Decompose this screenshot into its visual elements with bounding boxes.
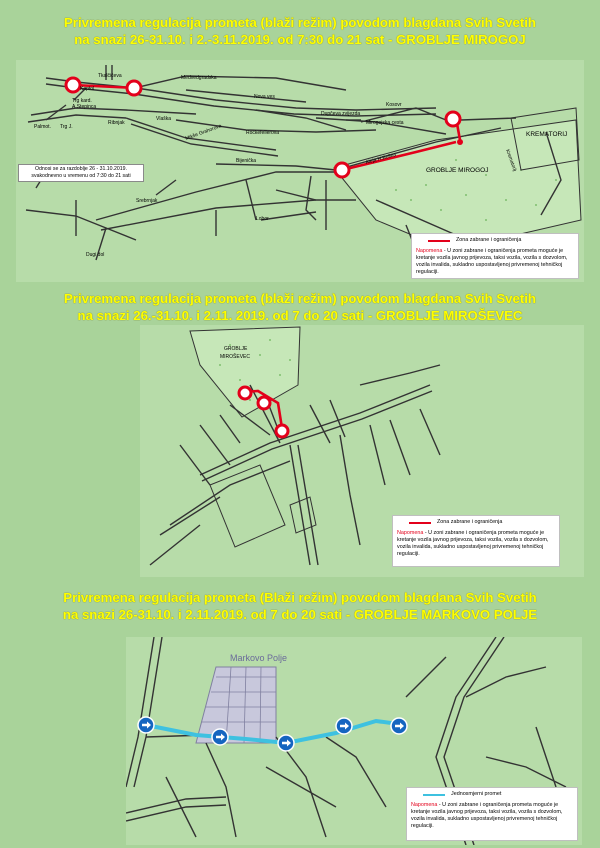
legend-swatch-restriction	[409, 522, 431, 524]
markovo-cemetery-label: Markovo Polje	[230, 653, 288, 663]
title-mirogoj-line2: na snazi 26-31.10. i 2.-3.11.2019. od 7:30 do 21 sat - GROBLJE MIROGOJ	[74, 32, 526, 47]
legend-label-zone: Zona zabrane i ograničenja	[437, 519, 503, 525]
markovo-cemetery-area	[196, 667, 276, 743]
title-markovo-line1: Privremena regulacija prometa (Blaži režim) povodom blagdana Svih Svetih	[63, 590, 537, 605]
label-kosovr: Kosovr	[386, 102, 402, 108]
label-nova-ves: Nova ves	[254, 94, 275, 100]
map-mirogoj[interactable]	[16, 60, 584, 282]
title-markovo	[0, 589, 600, 623]
no-entry-sign	[127, 81, 141, 95]
no-entry-sign	[335, 163, 349, 177]
mirogoj-legend	[411, 233, 579, 279]
legend-note-text: - U zoni zabrane i ograničenja prometa moguće je kretanje vozila javnog prijevoza, taksi vozila, vozila s dozvolom, vozila invalida, sukladno uspostavljenoj privremenoj tehničkoj regulaciji.	[411, 802, 563, 829]
label-dugi-dol: Dugi dol	[86, 252, 105, 258]
mirogoj-time-callout	[18, 164, 144, 182]
label-dupceva: Dupčeva zvijezda	[321, 111, 361, 117]
no-entry-sign	[446, 112, 460, 126]
label-lobor: Lobor	[256, 216, 269, 222]
label-trg-kard: Trg kard.	[72, 98, 92, 104]
no-entry-sign	[258, 397, 270, 409]
legend-note-text: - U zoni zabrane i ograničenja prometa moguće je kretanje vozila javnog prijevoza, taksi vozila, vozila s dozvolom, vozila invalida, sukladno uspostavljenoj privremenoj tehničkoj regulaciji.	[397, 530, 549, 557]
oneway-arrow-sign	[391, 718, 407, 734]
label-aleja-bollea: Aleja H.Bollea	[364, 152, 397, 166]
no-entry-sign	[66, 78, 80, 92]
title-mirogoj-line1: Privremena regulacija prometa (blaži režim) povodom blagdana Svih Svetih	[64, 15, 536, 30]
callout-line2: svakodnevno u vremenu od 7:30 do 21 sati	[31, 173, 131, 179]
legend-note-label: Napomena	[411, 802, 438, 808]
no-entry-sign	[276, 425, 288, 437]
title-mirosevec-line2: na snazi 26.-31.10. i 2.11. 2019. od 7 do 20 sati - GROBLJE MIROŠEVEC	[77, 308, 523, 323]
oneway-arrow-sign	[138, 717, 154, 733]
mirosevec-cemetery-label-1: GROBLJE	[224, 346, 248, 352]
label-ribnjak: Ribnjak	[108, 120, 125, 126]
label-trg-kard-2: A.Stepinca	[72, 104, 97, 110]
label-medvedgradska: Medvedgradska	[181, 75, 217, 81]
label-rockefellerova: Rockefellerova	[246, 130, 280, 136]
legend-label-oneway: Jednosmjerni promet	[451, 791, 502, 797]
mirogoj-cemetery-area	[334, 120, 581, 245]
legend-note	[416, 248, 574, 276]
label-mikse-grahorova: Mikše Grahorova	[184, 123, 223, 142]
oneway-arrow-sign	[212, 729, 228, 745]
label-bijenicka: Bijenička	[236, 158, 257, 164]
legend-swatch-restriction	[428, 240, 450, 242]
mirogoj-crematorium-label: KREMATORIJ	[526, 131, 568, 138]
legend-note-text: - U zoni zabrane i ograničenja prometa moguće je kretanje vozila javnog prijevoza, taksi vozila, vozila s dozvolom, vozila invalida, sukladno uspostavljenoj privremenoj tehničkoj regulaciji.	[416, 248, 568, 275]
markovo-legend	[406, 787, 578, 841]
title-mirosevec	[0, 290, 600, 324]
legend-row	[416, 237, 574, 244]
legend-note	[411, 802, 573, 830]
callout-line1: Odnosi se za razdoblje 26 - 31.10.2019.	[35, 166, 127, 172]
legend-note-label: Napomena	[397, 530, 424, 536]
title-markovo-line2: na snazi 26-31.10. i 2.11.2019. od 7 do 20 sati - GROBLJE MARKOVO POLJE	[62, 607, 538, 622]
legend-row	[397, 519, 555, 526]
oneway-arrow-sign	[278, 735, 294, 751]
oneway-arrow-sign	[336, 718, 352, 734]
mirosevec-cemetery-label-2: MIROŠEVEC	[220, 354, 251, 360]
label-krematorij-road: Krematorij	[504, 148, 518, 173]
label-vlaska: Vlaška	[156, 116, 172, 122]
legend-swatch-oneway	[423, 794, 445, 796]
no-entry-sign	[239, 387, 251, 399]
map-markovo[interactable]	[126, 637, 582, 845]
label-trg-j: Trg J.	[60, 124, 73, 130]
label-srebrnjak: Srebrnjak	[136, 198, 158, 204]
label-tkalciceva: Tkalčićeva	[98, 73, 122, 79]
title-mirosevec-line1: Privremena regulacija prometa (blaži režim) povodom blagdana Svih Svetih	[64, 291, 536, 306]
mirogoj-cemetery-label: GROBLJE MIROGOJ	[426, 167, 489, 174]
map-mirosevec[interactable]	[140, 325, 584, 577]
mirosevec-legend	[392, 515, 560, 567]
title-mirogoj	[0, 14, 600, 48]
legend-row	[411, 791, 573, 798]
label-mirogojska: Mirogojska cesta	[366, 120, 404, 126]
legend-note-label: Napomena	[416, 248, 443, 254]
mirosevec-cemetery-area	[190, 327, 300, 417]
legend-label-zone: Zona zabrane i ograničenja	[456, 237, 522, 243]
label-kaptol: Kaptol	[80, 86, 95, 92]
label-palmot: Palmot.	[34, 124, 51, 130]
legend-note	[397, 530, 555, 558]
